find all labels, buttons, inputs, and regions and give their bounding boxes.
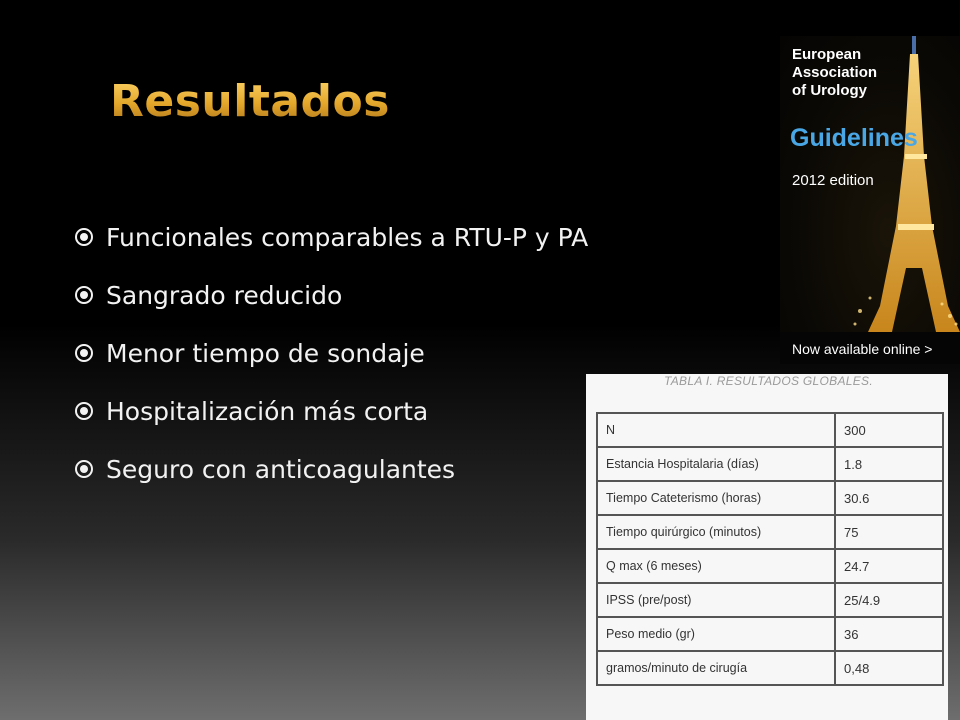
row-label: Q max (6 meses) bbox=[597, 549, 835, 583]
org-line: of Urology bbox=[792, 82, 867, 99]
eau-guidelines-ad[interactable] bbox=[780, 36, 960, 364]
row-label: Tiempo Cateterismo (horas) bbox=[597, 481, 835, 515]
bullet-text: Hospitalización más corta bbox=[106, 396, 429, 426]
table-caption: TABLA I. RESULTADOS GLOBALES. bbox=[664, 374, 873, 388]
results-table-image bbox=[586, 374, 948, 720]
bullet-target-icon bbox=[74, 459, 94, 479]
table-row bbox=[597, 447, 943, 481]
table-row bbox=[597, 413, 943, 447]
row-value: 25/4.9 bbox=[835, 583, 943, 617]
bullet-target-icon bbox=[74, 343, 94, 363]
bullet-list bbox=[74, 208, 588, 498]
results-table bbox=[596, 412, 944, 686]
bullet-item bbox=[74, 440, 588, 498]
edition-label: 2012 edition bbox=[792, 172, 874, 189]
available-online-link[interactable]: Now available online > bbox=[792, 341, 933, 357]
bullet-target-icon bbox=[74, 285, 94, 305]
bullet-target-icon bbox=[74, 227, 94, 247]
eau-org-name bbox=[792, 46, 877, 100]
bullet-text: Funcionales comparables a RTU-P y PA bbox=[106, 222, 589, 252]
row-value: 24.7 bbox=[835, 549, 943, 583]
row-label: gramos/minuto de cirugía bbox=[597, 651, 835, 685]
org-line: European bbox=[792, 46, 862, 63]
row-label: Peso medio (gr) bbox=[597, 617, 835, 651]
row-value: 1.8 bbox=[835, 447, 943, 481]
bullet-item bbox=[74, 382, 588, 440]
bullet-item bbox=[74, 324, 588, 382]
row-value: 300 bbox=[835, 413, 943, 447]
bullet-item bbox=[74, 266, 588, 324]
bullet-text: Seguro con anticoagulantes bbox=[106, 454, 456, 484]
row-label: Tiempo quirúrgico (minutos) bbox=[597, 515, 835, 549]
row-value: 36 bbox=[835, 617, 943, 651]
row-label: IPSS (pre/post) bbox=[597, 583, 835, 617]
bullet-text: Sangrado reducido bbox=[106, 280, 343, 310]
table-row bbox=[597, 515, 943, 549]
row-label: N bbox=[597, 413, 835, 447]
bullet-target-icon bbox=[74, 401, 94, 421]
table-row bbox=[597, 651, 943, 685]
row-label: Estancia Hospitalaria (días) bbox=[597, 447, 835, 481]
guidelines-label: Guidelines bbox=[790, 124, 918, 152]
table-row bbox=[597, 617, 943, 651]
row-value: 30.6 bbox=[835, 481, 943, 515]
slide-title: Resultados bbox=[110, 76, 390, 127]
table-row bbox=[597, 583, 943, 617]
row-value: 0,48 bbox=[835, 651, 943, 685]
org-line: Association bbox=[792, 64, 878, 81]
bullet-text: Menor tiempo de sondaje bbox=[106, 338, 425, 368]
bullet-item bbox=[74, 208, 588, 266]
row-value: 75 bbox=[835, 515, 943, 549]
table-row bbox=[597, 549, 943, 583]
table-row bbox=[597, 481, 943, 515]
